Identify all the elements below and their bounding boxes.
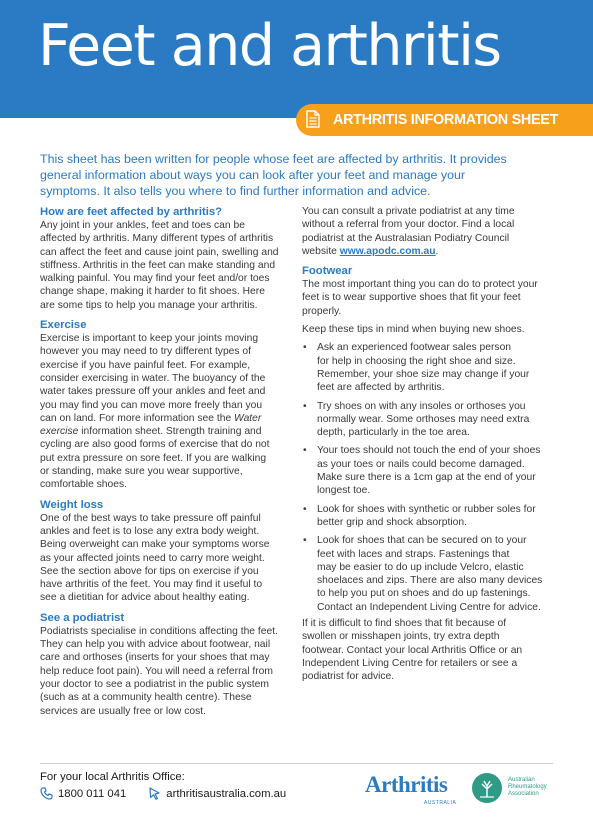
text-line: Try shoes on with any insoles or orthoses you [317,400,526,412]
text-line: If it is difficult to find shoes that fit because of [302,618,507,630]
text-line [40,413,261,424]
text-line: Podiatrists specialise in conditions affecting the feet. [40,625,278,637]
text-line: Make sure there is a 1cm gap at the end of your [317,472,536,484]
text-line: see a dietitian for advice about healthy eating. [40,592,250,604]
text-line: feet is to wear supportive shoes that fit your feet [302,292,521,304]
heading-footwear: Footwear [302,265,353,278]
text-line: See the section above for tips on exercise if you [40,565,259,577]
document-icon [306,110,320,128]
text-line: swollen or misshapen joints, try extra depth [302,631,500,643]
text-line: change shape, making it harder to fit shoes. Here [40,286,265,298]
phone-number[interactable]: 1800 011 041 [58,787,127,800]
text-line: your doctor to see a podiatrist in the public system [40,678,269,690]
list-item [302,444,560,497]
bullet: • [303,400,307,412]
paragraph-feet-affected [40,219,295,312]
text-line: consider exercising in water. The buoyancy of the [40,372,266,384]
shoe-tips-list [302,341,560,614]
text-line: footwear. Contact your local Arthritis Office or an [302,644,523,656]
list-item [302,341,560,394]
text-line: podiatrist at the Australasian Podiatry Council [302,232,510,244]
text-line: have arthritis of the feet. You may find it useful to [40,579,263,591]
text-line: however you may need to try different types of [40,346,252,358]
text-line: affected by arthritis. Many different types of arthritis [40,233,274,245]
text-fragment: website [302,245,340,257]
bullet: • [303,445,307,457]
logo-line: Rheumatology [508,784,547,790]
tree-icon [472,773,502,803]
list-item [302,534,560,614]
text-line: walking painful. You may find your feet and/or toes [40,273,270,285]
text-line: feet are affected by arthritis. [317,382,445,394]
intro-line: general information about ways you can look after your feet and manage your [40,168,465,182]
text-line: services are usually free or low cost. [40,705,206,717]
text-line: cycling are also good forms of exercise that do not [40,439,270,451]
text-line: Independent Living Centre for retailers or see a [302,657,518,669]
text-line: as your affected joints need to carry more weight. [40,552,265,564]
text-line: without a referral from your doctor. Find a local [302,219,515,231]
text-line: (such as at a community health centre). These [40,692,252,704]
text-line: Exercise is important to keep your joints moving [40,333,259,345]
text-line [302,246,438,257]
heading-weight-loss: Weight loss [40,498,104,511]
text-line: stiffness. Arthritis in the feet can make standing and [40,259,276,271]
paragraph-footwear [302,278,560,318]
text-line: longest toe. [317,485,371,497]
paragraph-shoe-tips: Keep these tips in mind when buying new shoes. [302,324,525,336]
text-line: comfortable shoes. [40,479,127,491]
water-exercise-reference: exercise [40,426,79,438]
text-line: feet with laces and straps. Fastenings that [317,548,510,560]
paragraph-exercise [40,332,295,492]
ara-logo-emblem [472,773,502,803]
text-line: for help in choosing the right shoe and size. [317,355,516,367]
water-exercise-reference: Water [234,412,262,424]
text-fragment: can on land. For more information see the [40,412,235,424]
text-line: Your toes should not touch the end of your shoes [317,445,541,457]
text-line: Contact an Independent Living Centre for advice. [317,601,541,613]
paragraph-see-podiatrist [40,625,295,718]
text-fragment: . [435,245,439,257]
text-line: exercise if you have painful feet. For example, [40,359,251,371]
heading-exercise: Exercise [40,319,87,332]
list-item [302,400,560,440]
intro-line: symptoms. It also tells you where to find further information and advice. [40,184,431,198]
intro-paragraph [40,151,560,199]
text-line: Remember, your shoe size may change if your [317,368,530,380]
text-line: shoelaces and zips. There are also many devices [317,575,543,587]
logo-line: Association [508,791,539,797]
list-item [302,503,560,530]
arthritis-australia-logo-sub: AUSTRALIA [424,800,457,806]
text-line: better grip and shock absorption. [317,516,467,528]
text-line: normally wear. Some orthoses may need extra [317,413,530,425]
text-line: help reduce foot pain). You will need a referral from [40,665,273,677]
heading-feet-affected: How are feet affected by arthritis? [40,206,223,218]
text-line: properly. [302,305,342,317]
arthritis-australia-logo: Arthritis [365,772,448,797]
text-line: care and orthoses (inserts for your shoes that may [40,652,270,664]
page-title: Feet and arthritis [38,13,501,79]
paragraph-weight-loss [40,512,295,605]
logo-line: Australian [508,777,535,783]
ara-logo-text [508,777,547,798]
text-line: may be easier to do up include Velcro, elastic [317,561,524,573]
text-line [40,426,262,437]
bullet: • [303,342,307,354]
text-line: can affect the feet and cause joint pain, swelling and [40,246,279,258]
footer-divider [40,763,553,764]
apodc-website-link[interactable]: www.apodc.com.au [339,245,436,257]
left-column [40,205,295,718]
text-line: as your toes or nails could become damaged. [317,458,525,470]
text-line: or standing, make sure you wear supportive, [40,466,243,478]
text-line: Being overweight can make your symptoms worse [40,539,270,551]
text-line: One of the best ways to take pressure off painful [40,512,261,524]
text-line: They can help you with advice about footwear, nail [40,639,271,651]
text-line: put extra pressure on sore feet. If you are walking [40,452,267,464]
text-line: podiatrist for advice. [302,671,395,683]
banner-label: ARTHRITIS INFORMATION SHEET [333,112,559,128]
website-link[interactable]: arthritisaustralia.com.au [166,787,287,800]
text-line: ankles and feet is to lose any extra body weight. [40,525,260,537]
text-line: water takes pressure off your ankles and feet and [40,386,266,398]
bullet: • [303,535,307,547]
text-line: Look for shoes with synthetic or rubber soles for [317,503,536,515]
text-line: Look for shoes that can be secured on to your [317,535,527,547]
text-line: The most important thing you can do to protect your [302,279,538,291]
text-fragment: information sheet. Strength training and [78,426,262,438]
paragraph-private-podiatrist [302,205,560,258]
footer-heading: For your local Arthritis Office: [40,771,185,783]
phone-icon [40,787,53,800]
text-line: You can consult a private podiatrist at any time [302,206,515,217]
text-line: Ask an experienced footwear sales person [317,342,512,354]
bullet: • [303,503,307,515]
text-line: you may find you can move more freely than you [40,399,263,411]
text-line: to help you put on shoes and do up fastenings. [317,588,531,600]
text-line: are some tips to help you manage your arthritis. [40,299,258,311]
text-line: Any joint in your ankles, feet and toes can be [40,220,245,231]
heading-see-podiatrist: See a podiatrist [40,611,125,624]
paragraph-extra-depth [302,617,560,683]
intro-line: This sheet has been written for people whose feet are affected by arthritis. It provides [40,152,507,166]
right-column [302,205,560,684]
cursor-icon [148,787,161,800]
text-line: depth, particularly in the toe area. [317,427,470,439]
footer-contact [40,787,286,800]
